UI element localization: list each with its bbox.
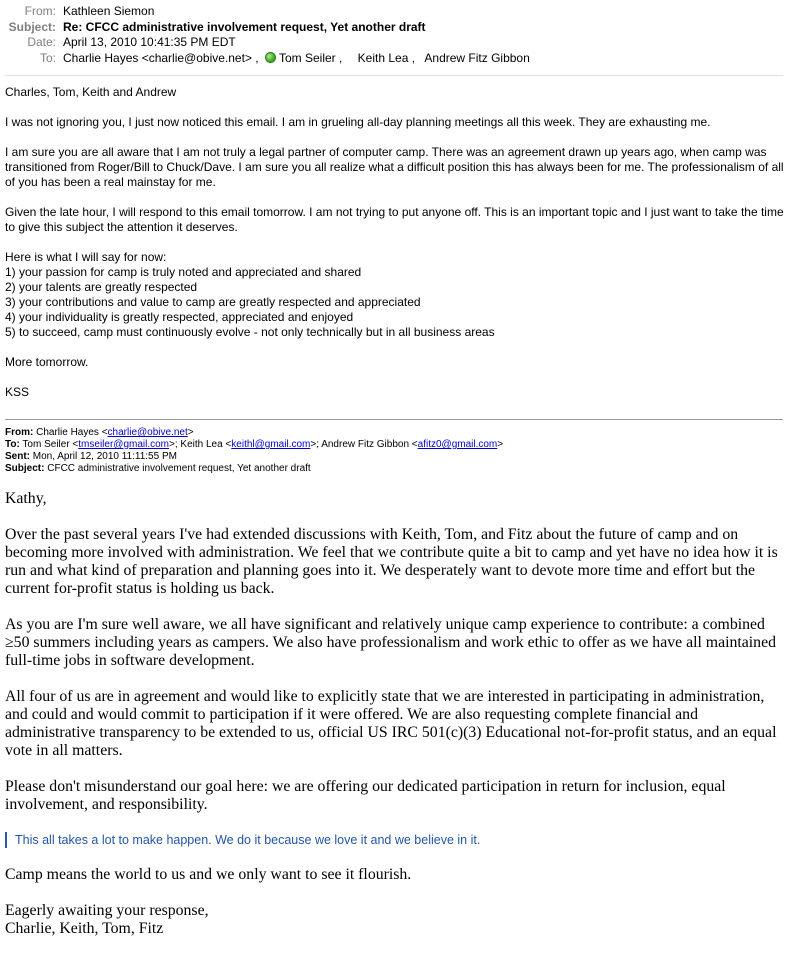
reply-paragraph: I was not ignoring you, I just now noticed this email. I am in grueling all-day planning meetings all this week. They are exhausting me. (5, 115, 711, 129)
recipient-keith[interactable]: Keith Lea , (357, 50, 416, 65)
list-item: 4) your individuality is greatly respected, appreciated and enjoyed (5, 310, 354, 324)
header-divider (5, 75, 783, 76)
quoted-paragraph: Camp means the world to us and we only want to see it flourish. (5, 866, 412, 883)
quoted-to-label: To: (5, 439, 20, 450)
reply-closing: More tomorrow. (5, 355, 89, 369)
quoted-sent-label: Sent: (5, 451, 30, 462)
quoted-from-name: Charlie Hayes < (36, 427, 108, 438)
header-subject-row (0, 20, 790, 36)
recipient-list (63, 51, 530, 67)
reply-paragraph: I am sure you are all aware that I am not truly a legal partner of computer camp. There was an agreement drawn up years ago, when camp was transitioned from Roger/Bill to Chuck/Dave. I am sure you all realize what a difficult position this has always been for me. The professionalism of all of you has been a real mainstay for me. (5, 145, 784, 189)
quoted-body (5, 490, 785, 956)
header-from-row (0, 4, 790, 20)
header-to-row (0, 51, 790, 67)
quoted-signers: Charlie, Keith, Tom, Fitz (5, 920, 164, 937)
quoted-greeting: Kathy, (5, 490, 47, 507)
to-label: To: (39, 50, 56, 65)
list-item: 2) your talents are greatly respected (5, 280, 198, 294)
quoted-signature (5, 902, 785, 938)
quoted-to-row (5, 439, 785, 451)
quoted-subject-value: CFCC administrative involvement request, Yet another draft (47, 463, 311, 474)
recipient-tom-label: Tom Seiler , (278, 50, 343, 65)
quoted-sent-value: Mon, April 12, 2010 11:11:55 PM (32, 451, 177, 462)
recipient-tom[interactable] (265, 51, 342, 67)
quoted-subject-label: Subject: (5, 463, 45, 474)
nested-quote: This all takes a lot to make happen. We do it because we love it and we believe in it. (5, 832, 785, 848)
quoted-header (5, 427, 785, 475)
list-item: 1) your passion for camp is truly noted and appreciated and shared (5, 265, 362, 279)
quoted-to-name: Tom Seiler < (22, 439, 79, 450)
from-label: From: (24, 4, 56, 18)
header-date-row (0, 35, 790, 51)
reply-list (5, 250, 790, 340)
quoted-signoff: Eagerly awaiting your response, (5, 902, 209, 919)
quoted-sent-row (5, 451, 785, 463)
recipient-andrew[interactable]: Andrew Fitz Gibbon (424, 50, 530, 65)
quoted-to-sep: >; Keith Lea < (169, 439, 232, 450)
online-status-icon (265, 52, 276, 63)
quoted-from-end: > (187, 427, 194, 438)
quoted-paragraph: Over the past several years I've had extended discussions with Keith, Tom, and Fitz about the future of camp and on becoming more involved with administration. We feel that we contribute quite a bit to camp and yet have no idea how it is run and what kind of preparation and planning goes into it. We desperately want to devote more time and effort but the current for-profit status is holding us back. (5, 526, 778, 597)
quoted-from-row (5, 427, 785, 439)
quoted-paragraph: All four of us are in agreement and would like to explicitly state that we are interested in participating in administration, and could and would commit to participation if it were offered. We are also requesting complete financial and administrative transparency to be extended to us, official US IRC 501(c)(3) Educational not-for-profit status, and an equal vote in all matters. (5, 688, 777, 759)
reply-signature: KSS (5, 385, 30, 399)
list-intro: Here is what I will say for now: (5, 250, 167, 264)
subject-value: Re: CFCC administrative involvement request, Yet another draft (63, 19, 426, 34)
quoted-from-label: From: (5, 427, 34, 438)
subject-label: Subject: (8, 19, 56, 34)
reply-paragraph: Given the late hour, I will respond to this email tomorrow. I am not trying to put anyone off. This is an important topic and I just want to take the time to give this subject the attention it deserves. (5, 205, 784, 234)
quoted-to-end: > (497, 439, 504, 450)
sender-name[interactable]: Kathleen Siemon (63, 4, 155, 18)
date-label: Date: (27, 35, 56, 49)
quoted-to-sep: >; Andrew Fitz Gibbon < (310, 439, 418, 450)
reply-body (5, 85, 790, 415)
list-item: 3) your contributions and value to camp are greatly respected and appreciated (5, 295, 421, 309)
quote-divider (5, 419, 783, 420)
quoted-subject-row (5, 463, 785, 475)
message-header (0, 4, 790, 66)
quoted-to-email-link[interactable]: afitz0@gmail.com (417, 439, 498, 450)
quoted-to-email-link[interactable]: keithl@gmail.com (231, 439, 311, 450)
date-value: April 13, 2010 10:41:35 PM EDT (63, 35, 236, 49)
quoted-from-email-link[interactable]: charlie@obive.net (107, 427, 188, 438)
quoted-to-email-link[interactable]: tmseiler@gmail.com (78, 439, 170, 450)
quoted-paragraph: As you are I'm sure well aware, we all have significant and relatively unique camp experience to contribute: a combined ≥50 summers including years as campers. We also have professionalism and work ethic to offer as we have all maintained full-time jobs in software development. (5, 616, 776, 669)
recipient-charlie[interactable]: Charlie Hayes <charlie@obive.net> , (63, 50, 259, 65)
list-item: 5) to succeed, camp must continuously evolve - not only technically but in all business areas (5, 325, 495, 339)
quoted-paragraph: Please don't misunderstand our goal here: we are offering our dedicated participation in return for inclusion, equal involvement, and responsibility. (5, 778, 726, 813)
reply-greeting: Charles, Tom, Keith and Andrew (5, 85, 177, 99)
